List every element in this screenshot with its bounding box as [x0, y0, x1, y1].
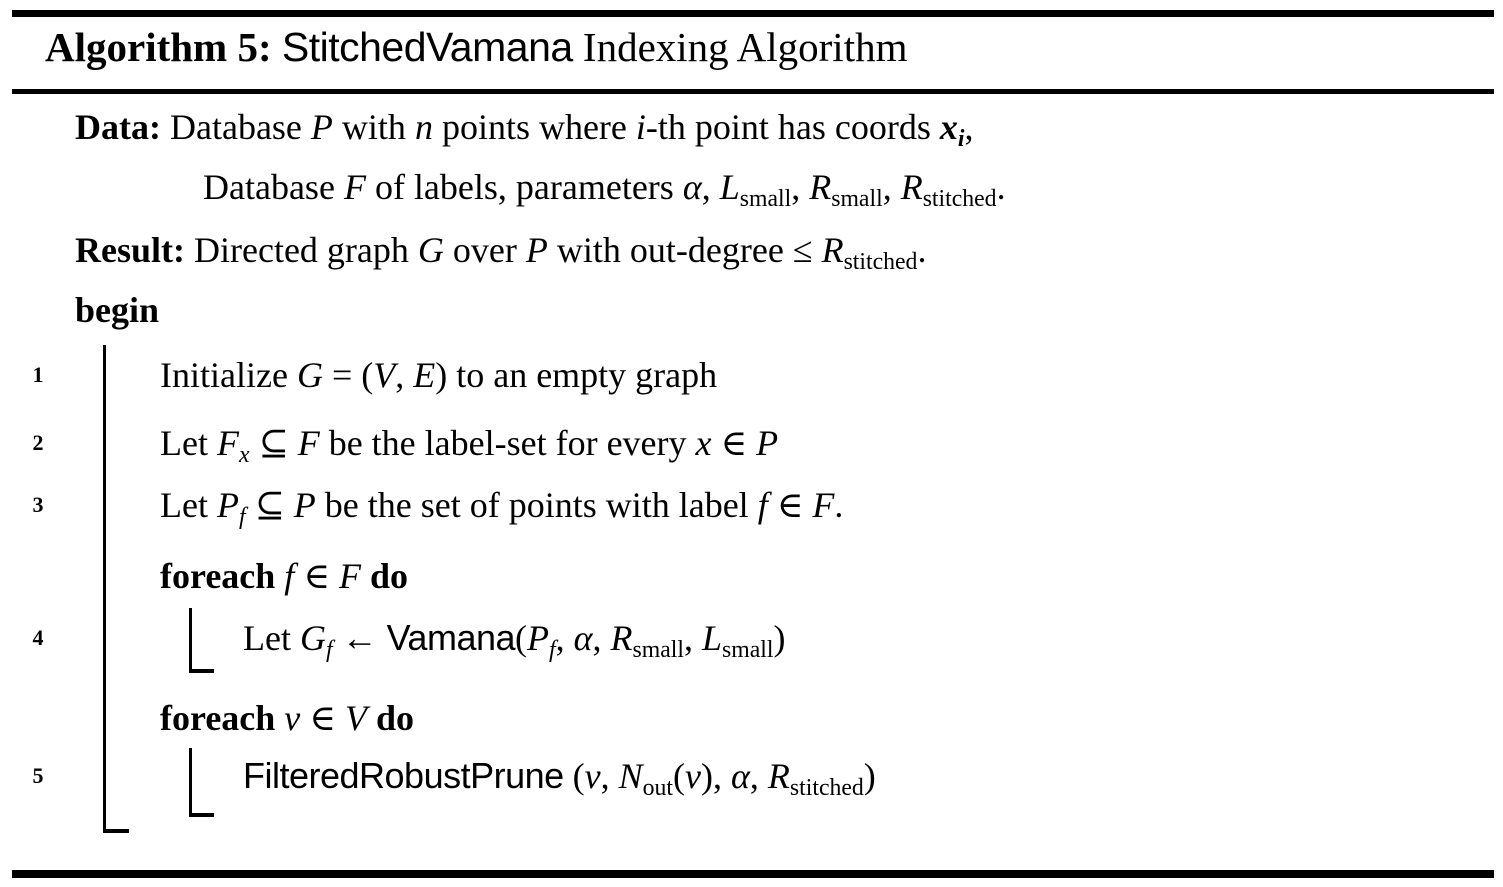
text-token: f — [757, 485, 768, 525]
text-token: Database — [203, 167, 344, 207]
text-token: do — [360, 556, 408, 596]
text-token: x — [238, 441, 250, 468]
text-token: FilteredRobustPrune — [243, 755, 564, 796]
line-number-2: 2 — [32, 430, 44, 455]
text-token: , — [395, 355, 414, 395]
text-token: points where — [432, 107, 636, 147]
text-token: E — [413, 355, 436, 395]
text-token: ⊆ — [249, 423, 298, 463]
text-token: R — [767, 756, 790, 796]
text-token: , — [791, 167, 810, 207]
text-token: stitched — [843, 248, 918, 275]
text-token: small — [831, 185, 883, 212]
foreach-vertices-header — [160, 698, 414, 738]
text-token: = ( — [322, 355, 374, 395]
text-token: P — [527, 618, 550, 658]
text-token: foreach — [160, 556, 285, 596]
text-token: i — [635, 107, 646, 147]
text-token: Let — [243, 618, 300, 658]
text-token: of labels, parameters — [365, 167, 683, 207]
text-token: x — [695, 423, 712, 463]
foreach-labels-header — [160, 556, 408, 596]
text-token: G — [296, 355, 323, 395]
text-token: . — [996, 167, 1006, 207]
text-token: begin — [75, 290, 160, 330]
text-token: ∈ — [767, 485, 813, 525]
text-token: Directed graph — [194, 230, 418, 270]
statement-initialize-graph — [160, 355, 717, 395]
foreach2-block-end-foot — [189, 813, 214, 817]
statement-point-set — [160, 485, 843, 530]
text-token: be the set of points with label — [315, 485, 758, 525]
text-token: ⊆ — [245, 485, 294, 525]
text-token: ( — [515, 618, 528, 658]
text-token: ∈ — [300, 698, 345, 738]
text-token: ∈ — [711, 423, 757, 463]
statement-label-set — [160, 423, 778, 468]
text-token: n — [414, 107, 433, 147]
text-token: ) to an empty graph — [435, 355, 718, 395]
text-token: P — [293, 485, 316, 525]
foreach1-block-line — [189, 608, 192, 672]
text-token: P — [756, 423, 779, 463]
text-token: ∈ — [294, 556, 339, 596]
text-token: stitched — [789, 774, 864, 801]
text-token: Indexing Algorithm — [572, 24, 908, 70]
text-token: F — [338, 556, 361, 596]
text-token: L — [719, 167, 740, 207]
text-token: -th point has coords — [645, 107, 940, 147]
text-token: Algorithm 5: — [45, 24, 282, 70]
text-token: V — [344, 698, 367, 738]
text-token: , — [684, 618, 702, 658]
text-token: small — [722, 636, 774, 663]
text-token: F — [297, 423, 320, 463]
text-token: over — [443, 230, 526, 270]
foreach1-block-end-foot — [189, 669, 214, 673]
text-token: G — [299, 618, 326, 658]
data-line-1 — [75, 107, 974, 152]
text-token: α — [731, 756, 750, 796]
text-token: Result: — [75, 230, 194, 270]
title-separator-rule — [12, 89, 1494, 94]
text-token: small — [739, 185, 792, 212]
text-token: N — [618, 756, 643, 796]
text-token: x — [939, 107, 958, 147]
text-token: F — [216, 423, 239, 463]
text-token: Let — [160, 423, 217, 463]
text-token: ( — [673, 756, 686, 796]
text-token: , — [600, 756, 619, 796]
text-token: be the label-set for every — [319, 423, 696, 463]
text-token: v — [685, 756, 702, 796]
text-token: Let — [160, 485, 217, 525]
line-number-3: 3 — [32, 492, 44, 517]
text-token: out — [642, 774, 674, 801]
begin-block-line — [103, 345, 106, 832]
statement-vamana-call — [243, 618, 786, 663]
text-token: ← — [332, 618, 387, 658]
line-number-5: 5 — [32, 763, 44, 788]
text-token: Initialize — [160, 355, 297, 395]
text-token: StitchedVamana — [281, 24, 573, 70]
text-token: f — [238, 503, 246, 530]
text-token: P — [310, 107, 333, 147]
line-number-1: 1 — [32, 362, 44, 387]
text-token: f — [325, 636, 333, 663]
text-token: V — [373, 355, 396, 395]
text-token: , — [964, 107, 974, 147]
text-token: R — [610, 618, 633, 658]
text-token: , — [749, 756, 768, 796]
text-token: Data: — [75, 107, 170, 147]
text-token: , — [592, 618, 611, 658]
text-token: ), — [701, 756, 732, 796]
text-token: f — [549, 636, 556, 663]
text-token: Database — [169, 107, 311, 147]
text-token: , — [701, 167, 720, 207]
text-token: P — [216, 485, 239, 525]
text-token: α — [573, 618, 593, 658]
text-token: ( — [563, 756, 585, 796]
text-token: α — [682, 167, 702, 207]
data-line-2 — [203, 167, 1006, 212]
text-token: F — [812, 485, 835, 525]
text-token: foreach — [160, 698, 285, 738]
result-line — [75, 230, 926, 275]
text-token: i — [957, 125, 965, 152]
top-rule — [12, 10, 1494, 17]
text-token: R — [900, 167, 923, 207]
text-token: ) — [773, 618, 786, 658]
begin-block-end-foot — [103, 829, 129, 833]
algorithm-title — [45, 22, 907, 72]
text-token: with — [332, 107, 415, 147]
text-token: L — [702, 618, 723, 658]
text-token: R — [809, 167, 832, 207]
text-token: do — [366, 698, 414, 738]
text-token: v — [284, 698, 301, 738]
text-token: ) — [863, 756, 876, 796]
text-token: stitched — [922, 185, 997, 212]
text-token: G — [417, 230, 444, 270]
text-token: , — [882, 167, 901, 207]
text-token: Vamana — [386, 617, 516, 658]
text-token: . — [917, 230, 927, 270]
foreach2-block-line — [189, 748, 192, 816]
text-token: P — [525, 230, 548, 270]
bottom-rule — [12, 870, 1494, 878]
text-token: small — [632, 636, 684, 663]
text-token: v — [584, 756, 601, 796]
text-token: , — [555, 618, 574, 658]
text-token: R — [821, 230, 844, 270]
statement-filtered-robust-prune-call — [243, 756, 876, 801]
begin-keyword — [75, 290, 159, 330]
line-number-4: 4 — [32, 625, 44, 650]
text-token: f — [284, 556, 295, 596]
text-token: with out-degree ≤ — [547, 230, 822, 270]
text-token: . — [834, 485, 844, 525]
text-token: F — [343, 167, 366, 207]
